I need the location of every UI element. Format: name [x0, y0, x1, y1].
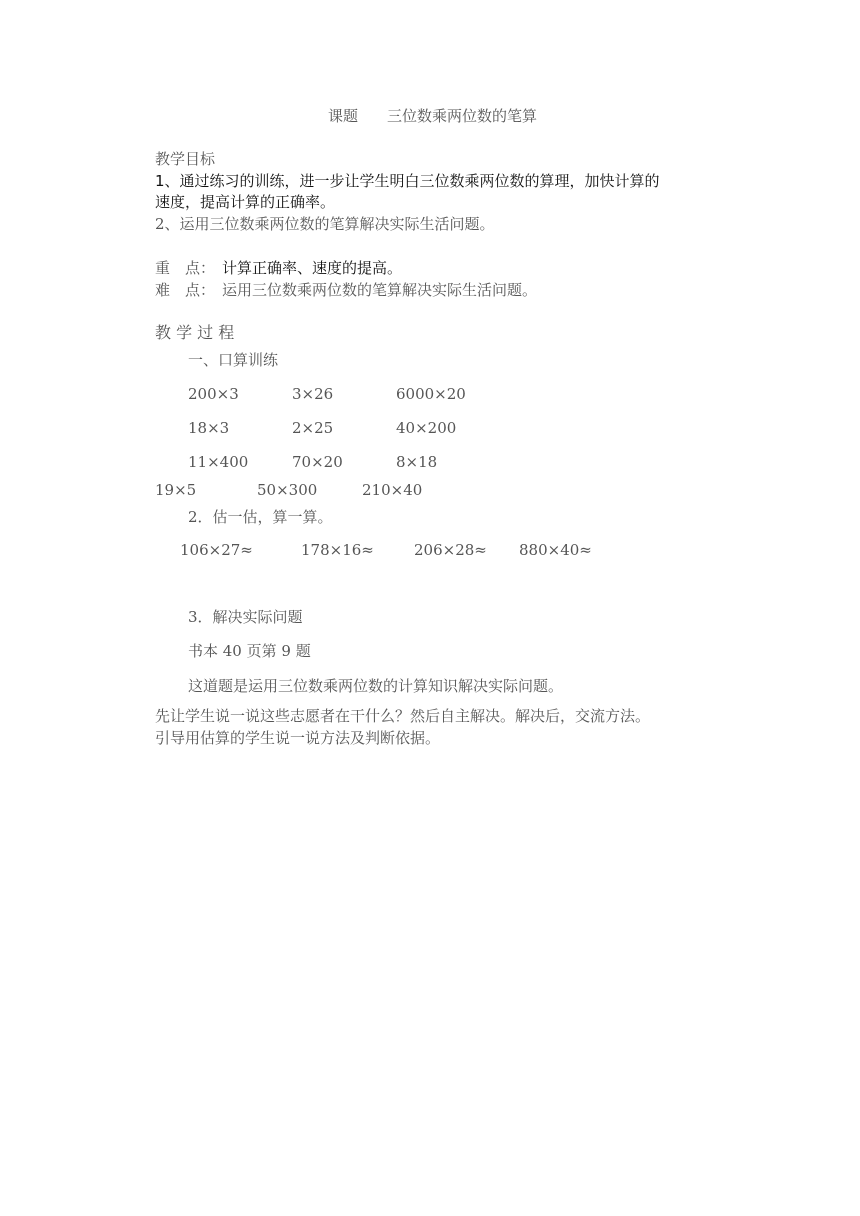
oral-calc-item: 8×18	[396, 453, 438, 471]
difficult-point-label: 难 点：	[155, 281, 216, 299]
estimate-item: 178×16≈	[301, 541, 374, 559]
estimate-item: 880×40≈	[519, 541, 592, 559]
objective-1-line-1: 1、通过练习的训练，进一步让学生明白三位数乘两位数的算理，加快计算的	[155, 172, 660, 190]
book-reference: 书本 40 页第 9 题	[188, 642, 311, 660]
oral-calc-item: 210×40	[362, 481, 423, 499]
estimate-item: 106×27≈	[180, 541, 253, 559]
oral-calc-item: 2×25	[292, 419, 334, 437]
oral-calc-item: 6000×20	[396, 385, 466, 403]
oral-calc-item: 3×26	[292, 385, 334, 403]
section-2-heading: 2．估一估，算一算。	[188, 508, 333, 526]
section-3-heading: 3．解决实际问题	[188, 608, 303, 626]
estimate-item: 206×28≈	[414, 541, 487, 559]
key-point-label: 重 点：	[155, 259, 216, 277]
oral-calc-item: 18×3	[188, 419, 230, 437]
objectives-heading: 教学目标	[155, 150, 216, 168]
objective-2: 2、运用三位数乘两位数的笔算解决实际生活问题。	[155, 215, 495, 233]
section-1-heading: 一、口算训练	[188, 351, 279, 369]
paragraph-1: 这道题是运用三位数乘两位数的计算知识解决实际问题。	[188, 677, 564, 695]
oral-calc-item: 40×200	[396, 419, 457, 437]
process-heading: 教 学 过 程	[155, 323, 235, 342]
objective-1-line-2: 速度，提高计算的正确率。	[155, 193, 336, 211]
oral-calc-item: 50×300	[257, 481, 318, 499]
paragraph-2: 先让学生说一说这些志愿者在干什么？然后自主解决。解决后，交流方法。	[155, 707, 651, 725]
title-label: 课题	[328, 107, 359, 125]
oral-calc-item: 19×5	[155, 481, 197, 499]
oral-calc-item: 11×400	[188, 453, 249, 471]
paragraph-3: 引导用估算的学生说一说方法及判断依据。	[155, 729, 441, 747]
oral-calc-item: 200×3	[188, 385, 239, 403]
key-point-text: 计算正确率、速度的提高。	[222, 259, 403, 277]
oral-calc-item: 70×20	[292, 453, 343, 471]
difficult-point-text: 运用三位数乘两位数的笔算解决实际生活问题。	[222, 281, 538, 299]
page-title: 三位数乘两位数的笔算	[387, 107, 538, 125]
